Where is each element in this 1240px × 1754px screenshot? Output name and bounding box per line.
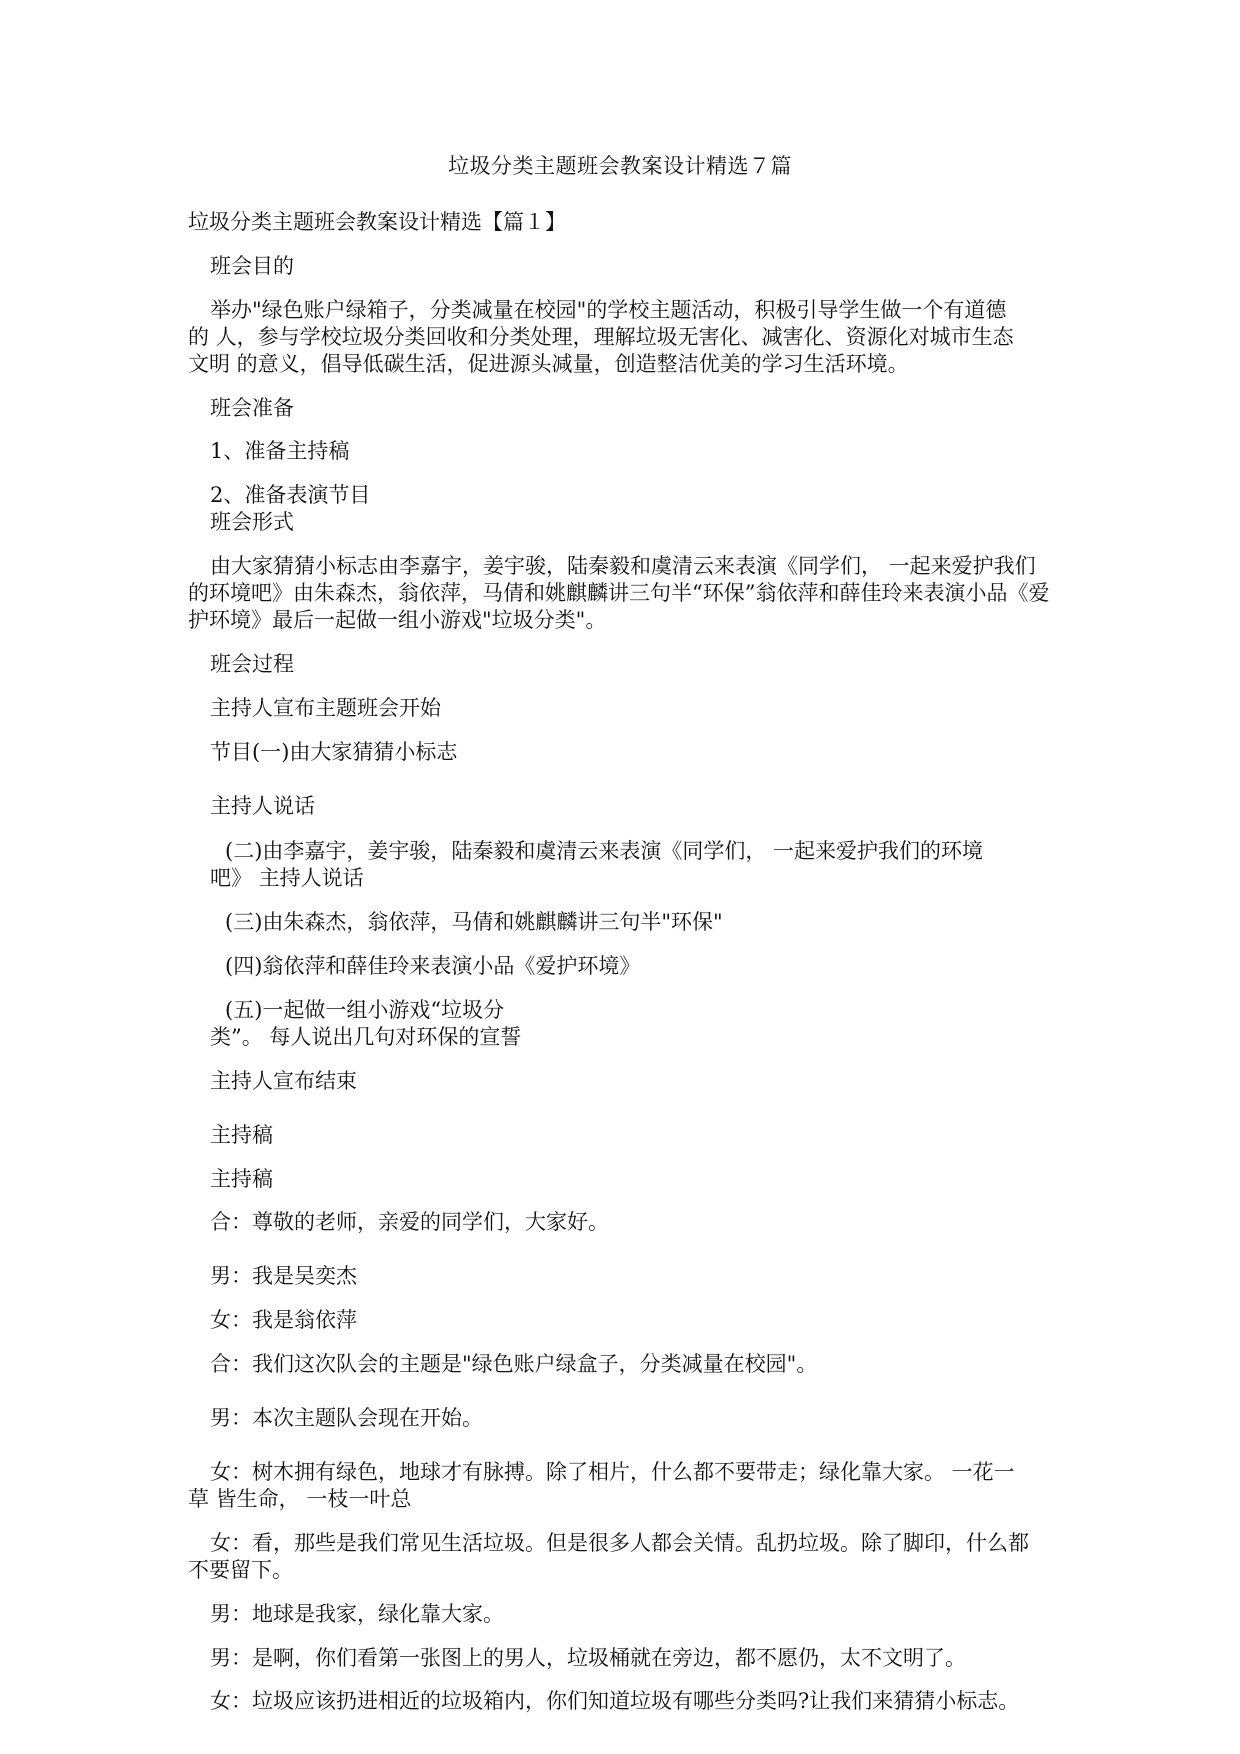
paragraph-line: 类”。 每人说出几句对环保的宣誓 [210,1025,522,1049]
paragraph-line: 男：地球是我家，绿化靠大家。 [210,1602,504,1626]
paragraph-line: 的 人，参与学校垃圾分类回收和分类处理，理解垃圾无害化、减害化、资源化对城市生态 [188,325,1014,349]
paragraph-line: 文明 的意义，倡导低碳生活，促进源头减量，创造整洁优美的学习生活环境。 [188,352,909,376]
paragraph-line: (四)翁依萍和薛佳玲来表演小品《爱护环境》 [225,954,641,978]
paragraph-line: 男：是啊，你们看第一张图上的男人，垃圾桶就在旁边，都不愿仍，太不文明了。 [210,1646,966,1670]
paragraph-line: 主持人宣布主题班会开始 [210,696,441,720]
paragraph-line: 男：我是吴奕杰 [210,1264,357,1288]
document-title: 垃圾分类主题班会教案设计精选７篇 [448,154,792,178]
paragraph-line: 班会过程 [210,652,294,676]
paragraph-line: 男：本次主题队会现在开始。 [210,1406,483,1430]
paragraph-line: 不要留下。 [188,1558,293,1582]
paragraph-line: 举办"绿色账户绿箱子，分类减量在校园"的学校主题活动，积极引导学生做一个有道德 [210,298,1007,322]
paragraph-line: 女：树木拥有绿色，地球才有脉搏。除了相片，什么都不要带走；绿化靠大家。 一花一 [210,1460,1015,1484]
paragraph-line: (三)由朱森杰，翁依萍，马倩和姚麒麟讲三句半"环保" [225,910,723,934]
paragraph-line: 合：我们这次队会的主题是"绿色账户绿盒子，分类减量在校园"。 [210,1352,818,1376]
paragraph-line: (二)由李嘉宇，姜宇骏，陆秦毅和虞清云来表演《同学们， 一起来爱护我们的环境 [225,839,984,863]
paragraph-line: 主持人说话 [210,794,315,818]
paragraph-line: 主持人宣布结束 [210,1069,357,1093]
paragraph-line: 班会形式 [210,510,294,534]
paragraph-line: 合：尊敬的老师，亲爱的同学们，大家好。 [210,1210,609,1234]
paragraph-line: 的环境吧》由朱森杰，翁依萍，马倩和姚麒麟讲三句半“环保”翁依萍和薛佳玲来表演小品《爱 [188,581,1050,605]
paragraph-line: 由大家猜猜小标志由李嘉宇，姜宇骏，陆秦毅和虞清云来表演《同学们， 一起来爱护我们 [210,554,1036,578]
paragraph-line: 草 皆生命， 一枝一叶总 [188,1487,412,1511]
paragraph-line: 班会目的 [210,254,294,278]
paragraph-line: 主持稿 [210,1123,273,1147]
section-heading: 垃圾分类主题班会教案设计精选【篇１】 [188,210,566,234]
paragraph-line: 班会准备 [210,396,294,420]
paragraph-line: 护环境》最后一起做一组小游戏"垃圾分类"。 [188,608,607,632]
paragraph-line: 节目(一)由大家猜猜小标志 [210,740,458,764]
paragraph-line: 女：看，那些是我们常见生活垃圾。但是很多人都会关情。乱扔垃圾。除了脚印，什么都 [210,1531,1029,1555]
paragraph-line: 2、准备表演节目 [210,483,371,507]
paragraph-line: 1、准备主持稿 [210,439,350,463]
paragraph-line: 主持稿 [210,1167,273,1191]
paragraph-line: 女：我是翁依萍 [210,1308,357,1332]
paragraph-line: (五)一起做一组小游戏“垃圾分 [225,998,505,1022]
paragraph-line: 女：垃圾应该扔进相近的垃圾箱内，你们知道垃圾有哪些分类吗?让我们来猜猜小标志。 [210,1689,1020,1713]
paragraph-line: 吧》 主持人说话 [210,866,364,890]
